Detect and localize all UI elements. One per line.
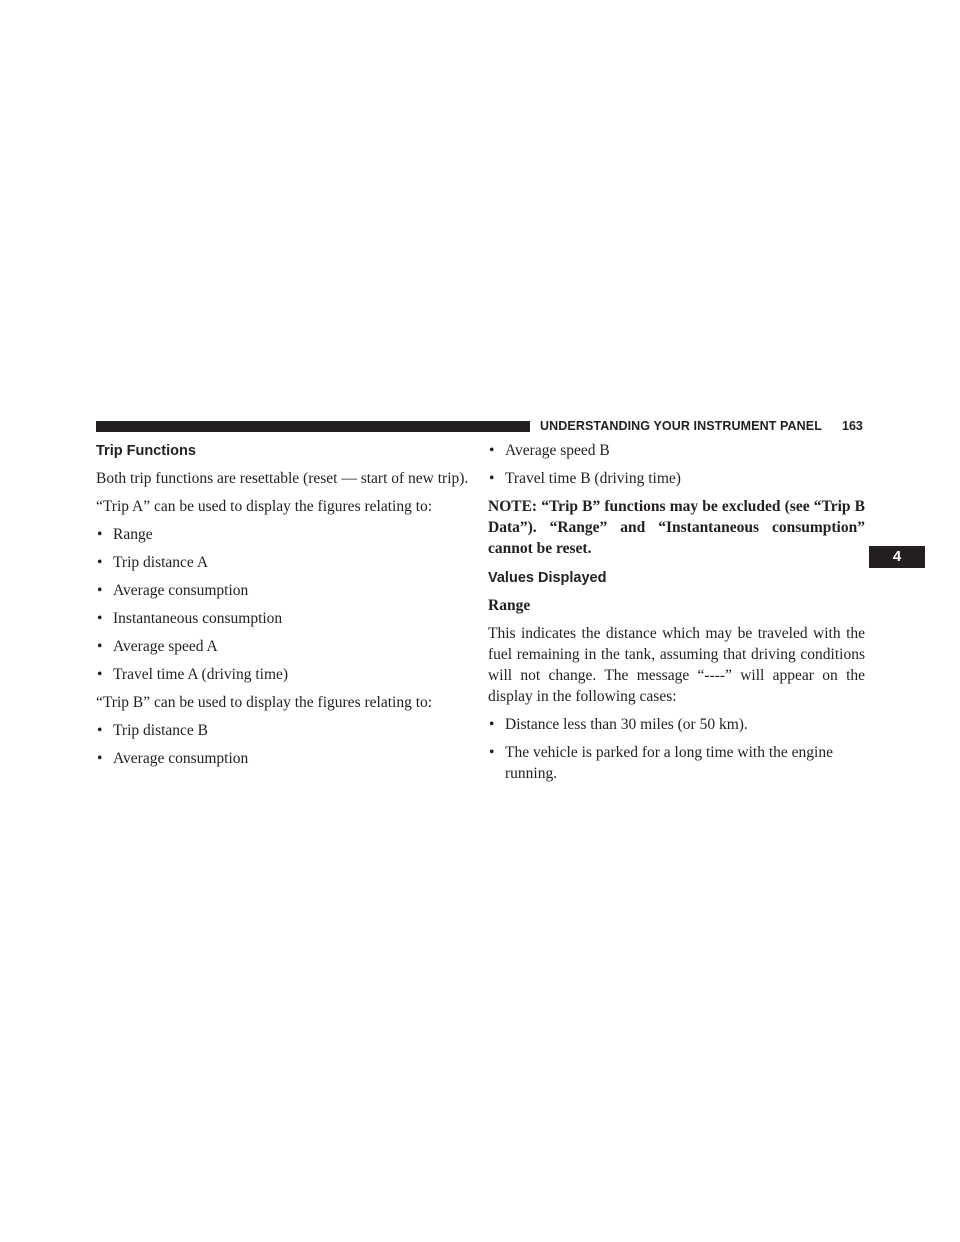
bullet-icon: • — [97, 610, 103, 627]
bullet-icon: • — [489, 442, 495, 459]
header-rule — [96, 421, 530, 432]
section-heading-trip-functions: Trip Functions — [96, 443, 196, 459]
list-item: • Average consumption — [97, 582, 249, 599]
list-item: • Instantaneous consumption — [97, 610, 283, 627]
bullet-icon: • — [489, 744, 495, 761]
bullet-icon: • — [97, 554, 103, 571]
list-item: • Trip distance A — [97, 554, 209, 571]
paragraph-resettable: Both trip functions are resettable (reset — start of new trip). — [96, 470, 469, 487]
bullet-icon: • — [97, 666, 103, 683]
list-item: • Average speed A — [97, 638, 218, 655]
paragraph-trip-b-intro: “Trip B” can be used to display the figures relating to: — [96, 694, 433, 711]
bullet-icon: • — [489, 716, 495, 733]
bullet-icon: • — [97, 722, 103, 739]
list-item: • Range — [97, 526, 153, 543]
bullet-icon: • — [489, 470, 495, 487]
list-item: • Average speed B — [489, 442, 610, 459]
bullet-icon: • — [97, 750, 103, 767]
list-item: • Distance less than 30 miles (or 50 km). — [489, 716, 748, 733]
list-item: • Travel time B (driving time) — [489, 470, 681, 487]
list-item: • Travel time A (driving time) — [97, 666, 289, 683]
section-heading-values-displayed: Values Displayed — [488, 570, 607, 586]
running-header-title: UNDERSTANDING YOUR INSTRUMENT PANEL — [540, 419, 822, 433]
bullet-icon: • — [97, 638, 103, 655]
subheading-range: Range — [488, 597, 531, 614]
paragraph-range: This indicates the distance which may be traveled with the fuel remaining in the tank, assuming that driving conditions will not change. The message “----” will appear on the display in the following cases: — [488, 625, 865, 705]
left-column — [96, 440, 473, 776]
page-number: 163 — [842, 419, 863, 433]
chapter-tab: 4 — [869, 546, 925, 568]
paragraph-trip-a-intro: “Trip A” can be used to display the figures relating to: — [96, 498, 433, 515]
bullet-icon: • — [97, 582, 103, 599]
note-paragraph: NOTE: “Trip B” functions may be excluded (see “Trip B Data”). “Range” and “Instantaneous consumption” cannot be reset. — [488, 498, 865, 557]
list-item: • Average consumption — [97, 750, 249, 767]
list-item: • Trip distance B — [97, 722, 209, 739]
list-item: • The vehicle is parked for a long time with the engine running. — [489, 744, 833, 782]
bullet-icon: • — [97, 526, 103, 543]
right-column — [488, 440, 865, 791]
